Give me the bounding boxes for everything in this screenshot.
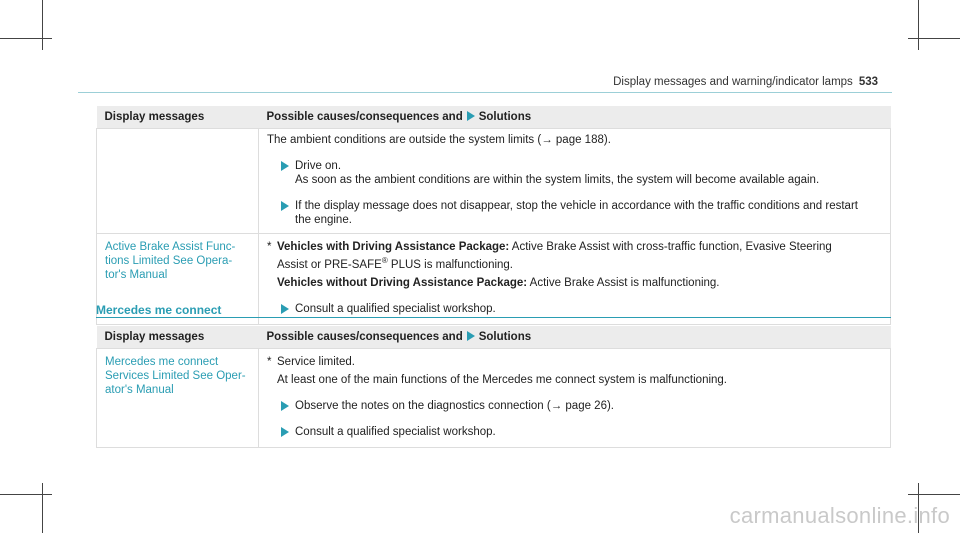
- solution-step: If the display message does not disappear, stop the vehicle in accordance with the traffic conditions and restart the engine.: [267, 199, 882, 227]
- table-header-row: [97, 326, 891, 349]
- crop-mark: [0, 494, 52, 495]
- vehicle-condition: Vehicles without Driving Assistance Package: Active Brake Assist is malfunctioning.: [277, 276, 720, 289]
- cause-text: The ambient conditions are outside the system limits (→ page 188).: [267, 134, 611, 146]
- message-cell: Mercedes me connect Services Limited See Oper- ator's Manual: [97, 349, 259, 448]
- crop-mark: [42, 483, 43, 533]
- col-header-causes: Possible causes/consequences and Solutions: [259, 106, 891, 129]
- causes-cell: [259, 129, 891, 234]
- arrow-right-icon: [467, 331, 475, 341]
- causes-cell: [259, 349, 891, 448]
- solution-step: Observe the notes on the diagnostics connection (→ page 26).: [267, 399, 882, 413]
- header-title: Display messages and warning/indicator lamps: [613, 76, 853, 88]
- display-messages-table-1: [96, 106, 891, 325]
- arrow-right-icon: [281, 304, 289, 314]
- arrow-right-icon: [281, 161, 289, 171]
- col-header-causes: Possible causes/consequences and Solutions: [259, 326, 891, 349]
- causes-cell: [259, 234, 891, 325]
- crop-mark: [42, 0, 43, 50]
- section-rule: [96, 317, 891, 318]
- message-cell-empty: [97, 129, 259, 234]
- crop-mark: [0, 38, 52, 39]
- header-rule: [78, 92, 892, 93]
- col-header-display-messages: Display messages: [97, 106, 259, 129]
- vehicle-condition: * Vehicles with Driving Assistance Package: Active Brake Assist with cross-traffic function, Evasive Steering Assist or PRE-SAFE® PLUS is malfunctioning.: [267, 241, 832, 271]
- arrow-right-icon: [281, 401, 289, 411]
- message-cell: Active Brake Assist Func- tions Limited See Opera- tor's Manual: [97, 234, 259, 325]
- page-number: 533: [858, 76, 878, 88]
- display-messages-table-2: [96, 326, 891, 448]
- section-title: Mercedes me connect: [96, 303, 222, 317]
- col-header-display-messages: Display messages: [97, 326, 259, 349]
- arrow-right-icon: [281, 201, 289, 211]
- cause-text: At least one of the main functions of the Mercedes me connect system is malfunctioning.: [277, 374, 728, 386]
- crop-mark: [918, 0, 919, 50]
- crop-mark: [908, 494, 960, 495]
- table-row: [97, 129, 891, 234]
- arrow-right-icon: [467, 111, 475, 121]
- watermark: carmanualsonline.info: [729, 503, 950, 528]
- solution-step: Drive on. As soon as the ambient conditions are within the system limits, the system will become available again.: [267, 159, 882, 187]
- cause-item: * Service limited.: [267, 356, 355, 368]
- table-header-row: [97, 106, 891, 129]
- crop-mark: [908, 38, 960, 39]
- solution-step: Consult a qualified specialist workshop.: [267, 425, 882, 439]
- arrow-right-icon: [281, 427, 289, 437]
- table-row: [97, 349, 891, 448]
- solution-step: Consult a qualified specialist workshop.: [267, 302, 882, 316]
- running-header: [613, 76, 878, 88]
